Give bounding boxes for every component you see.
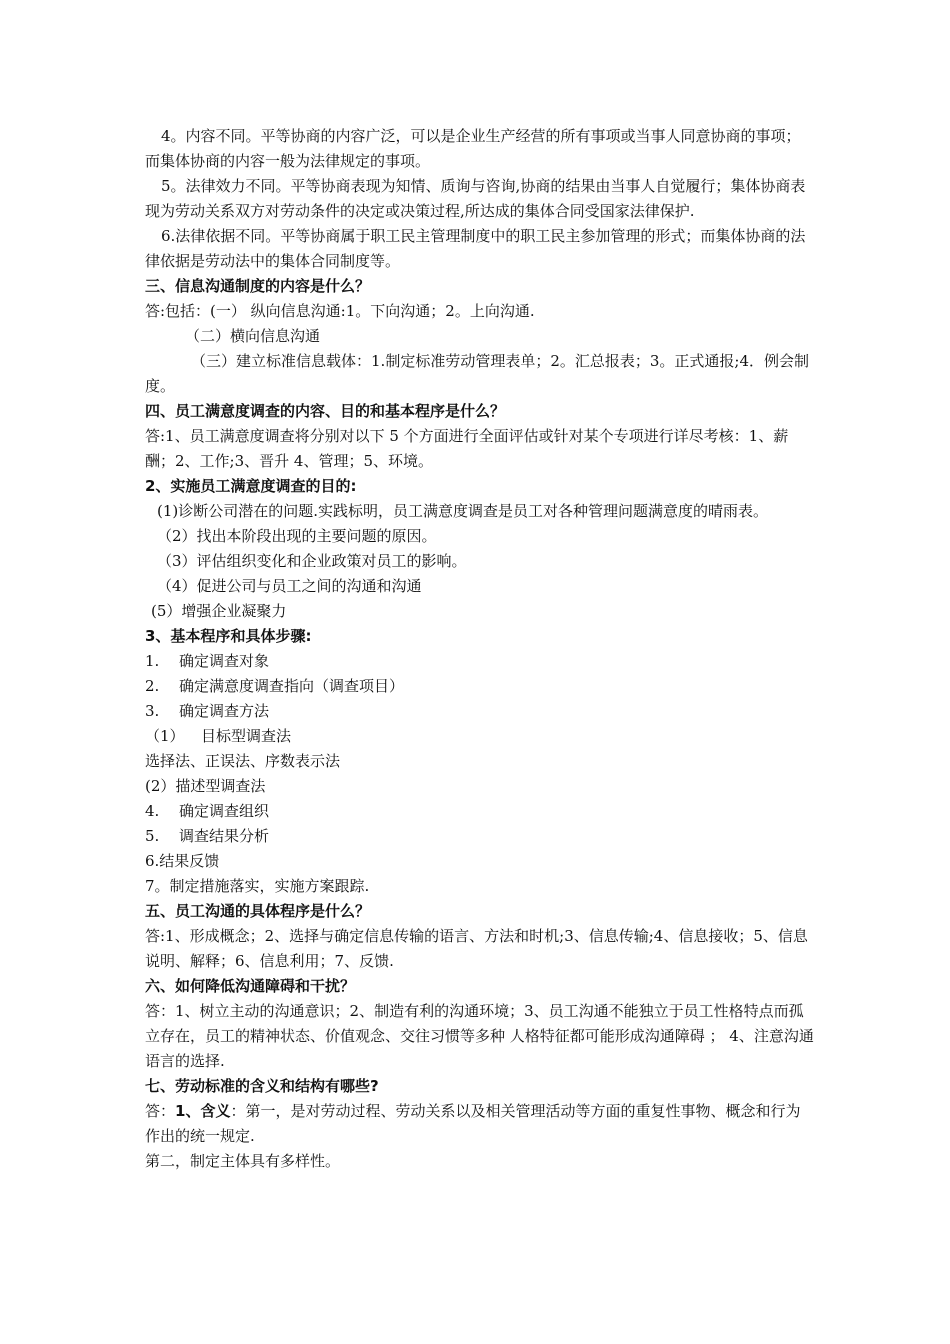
section-3-item-2: （二）横向信息沟通 [185, 327, 321, 345]
section-7-answer [145, 1099, 815, 1149]
answer-text: ：第一，是对劳动过程、劳动关系以及相关管理活动等方面的重复性事物、概念和行为作出的统一规定. [145, 1102, 801, 1145]
method-item-2: (2）描述型调查法 [145, 777, 266, 795]
step-text: 调查结果分析 [179, 827, 270, 845]
step-text: 确定调查组织 [179, 802, 270, 820]
answer-prefix: 答： [145, 1102, 176, 1120]
purpose-item-3: （3）评估组织变化和企业政策对员工的影响。 [157, 552, 467, 570]
method-1-detail: 选择法、正误法、序数表示法 [145, 752, 341, 770]
step-number: 5. [145, 827, 160, 845]
section-3-heading: 三、信息沟通制度的内容是什么？ [145, 277, 371, 295]
section-3-answer: 答:包括：(一） 纵向信息沟通:1。下向沟通；2。上向沟通. [145, 302, 535, 320]
step-number: 3. [145, 702, 160, 720]
section-7-heading: 七、劳动标准的含义和结构有哪些? [145, 1077, 379, 1095]
step-number: 1. [145, 652, 160, 670]
paragraph-point-5: 5。法律效力不同。平等协商表现为知情、质询与咨询,协商的结果由当事人自觉履行；集体协商表现为劳动关系双方对劳动条件的决定或决策过程,所达成的集体合同受国家法律保护. [145, 177, 806, 220]
purpose-item-4: （4）促进公司与员工之间的沟通和沟通 [157, 577, 422, 595]
section-4-purpose-heading: 2、实施员工满意度调查的目的: [145, 477, 357, 495]
step-number: 4. [145, 802, 160, 820]
step-item-5 [145, 824, 815, 849]
step-item-6: 6.结果反馈 [145, 852, 220, 870]
step-text: 确定满意度调查指向（调查项目） [179, 677, 405, 695]
step-text: 确定调查方法 [179, 702, 270, 720]
section-5-heading: 五、员工沟通的具体程序是什么？ [145, 902, 371, 920]
answer-bold-label: 1、含义 [175, 1102, 231, 1120]
section-3-item-3: （三）建立标准信息载体：1.制定标准劳动管理表单；2。汇总报表；3。正式通报;4．例会制度。 [145, 352, 809, 395]
step-item-7: 7。制定措施落实，实施方案跟踪. [145, 877, 370, 895]
step-item-4 [145, 799, 815, 824]
section-4-steps-heading: 3、基本程序和具体步骤: [145, 627, 312, 645]
step-item-1 [145, 649, 815, 674]
step-text: 确定调查对象 [179, 652, 270, 670]
step-item-2 [145, 674, 815, 699]
section-6-heading: 六、如何降低沟通障碍和干扰？ [145, 977, 356, 995]
method-number: （1） [145, 727, 185, 745]
section-4-heading: 四、员工满意度调查的内容、目的和基本程序是什么？ [145, 402, 506, 420]
section-5-answer: 答:1、形成概念；2、选择与确定信息传输的语言、方法和时机;3、信息传输;4、信息接收；5、信息说明、解释；6、信息利用；7、反馈. [145, 927, 808, 970]
paragraph-point-6: 6.法律依据不同。平等协商属于职工民主管理制度中的职工民主参加管理的形式；而集体协商的法律依据是劳动法中的集体合同制度等。 [145, 227, 806, 270]
method-item-1 [145, 724, 815, 749]
document-body [145, 124, 815, 1174]
method-text: 目标型调查法 [201, 727, 292, 745]
purpose-item-5: (5）增强企业凝聚力 [151, 602, 287, 620]
paragraph-point-4: 4。内容不同。平等协商的内容广泛，可以是企业生产经营的所有事项或当事人同意协商的事项；而集体协商的内容一般为法律规定的事项。 [145, 127, 801, 170]
purpose-item-1: (1)诊断公司潜在的问题.实践标明，员工满意度调查是员工对各种管理问题满意度的晴雨表。 [157, 502, 769, 520]
purpose-item-2: （2）找出本阶段出现的主要问题的原因。 [157, 527, 437, 545]
section-6-answer: 答：1、树立主动的沟通意识；2、制造有利的沟通环境；3、员工沟通不能独立于员工性格特点而孤立存在，员工的精神状态、价值观念、交往习惯等多种 人格特征都可能形成沟通障碍 ； 4、注意沟通语言的选择. [145, 1002, 814, 1070]
step-item-3 [145, 699, 815, 724]
step-number: 2. [145, 677, 160, 695]
section-4-answer: 答:1、员工满意度调查将分别对以下 5 个方面进行全面评估或针对某个专项进行详尽考核：1、薪酬；2、工作;3、晋升 4、管理；5、环境。 [145, 427, 789, 470]
section-7-second: 第二，制定主体具有多样性。 [145, 1152, 341, 1170]
